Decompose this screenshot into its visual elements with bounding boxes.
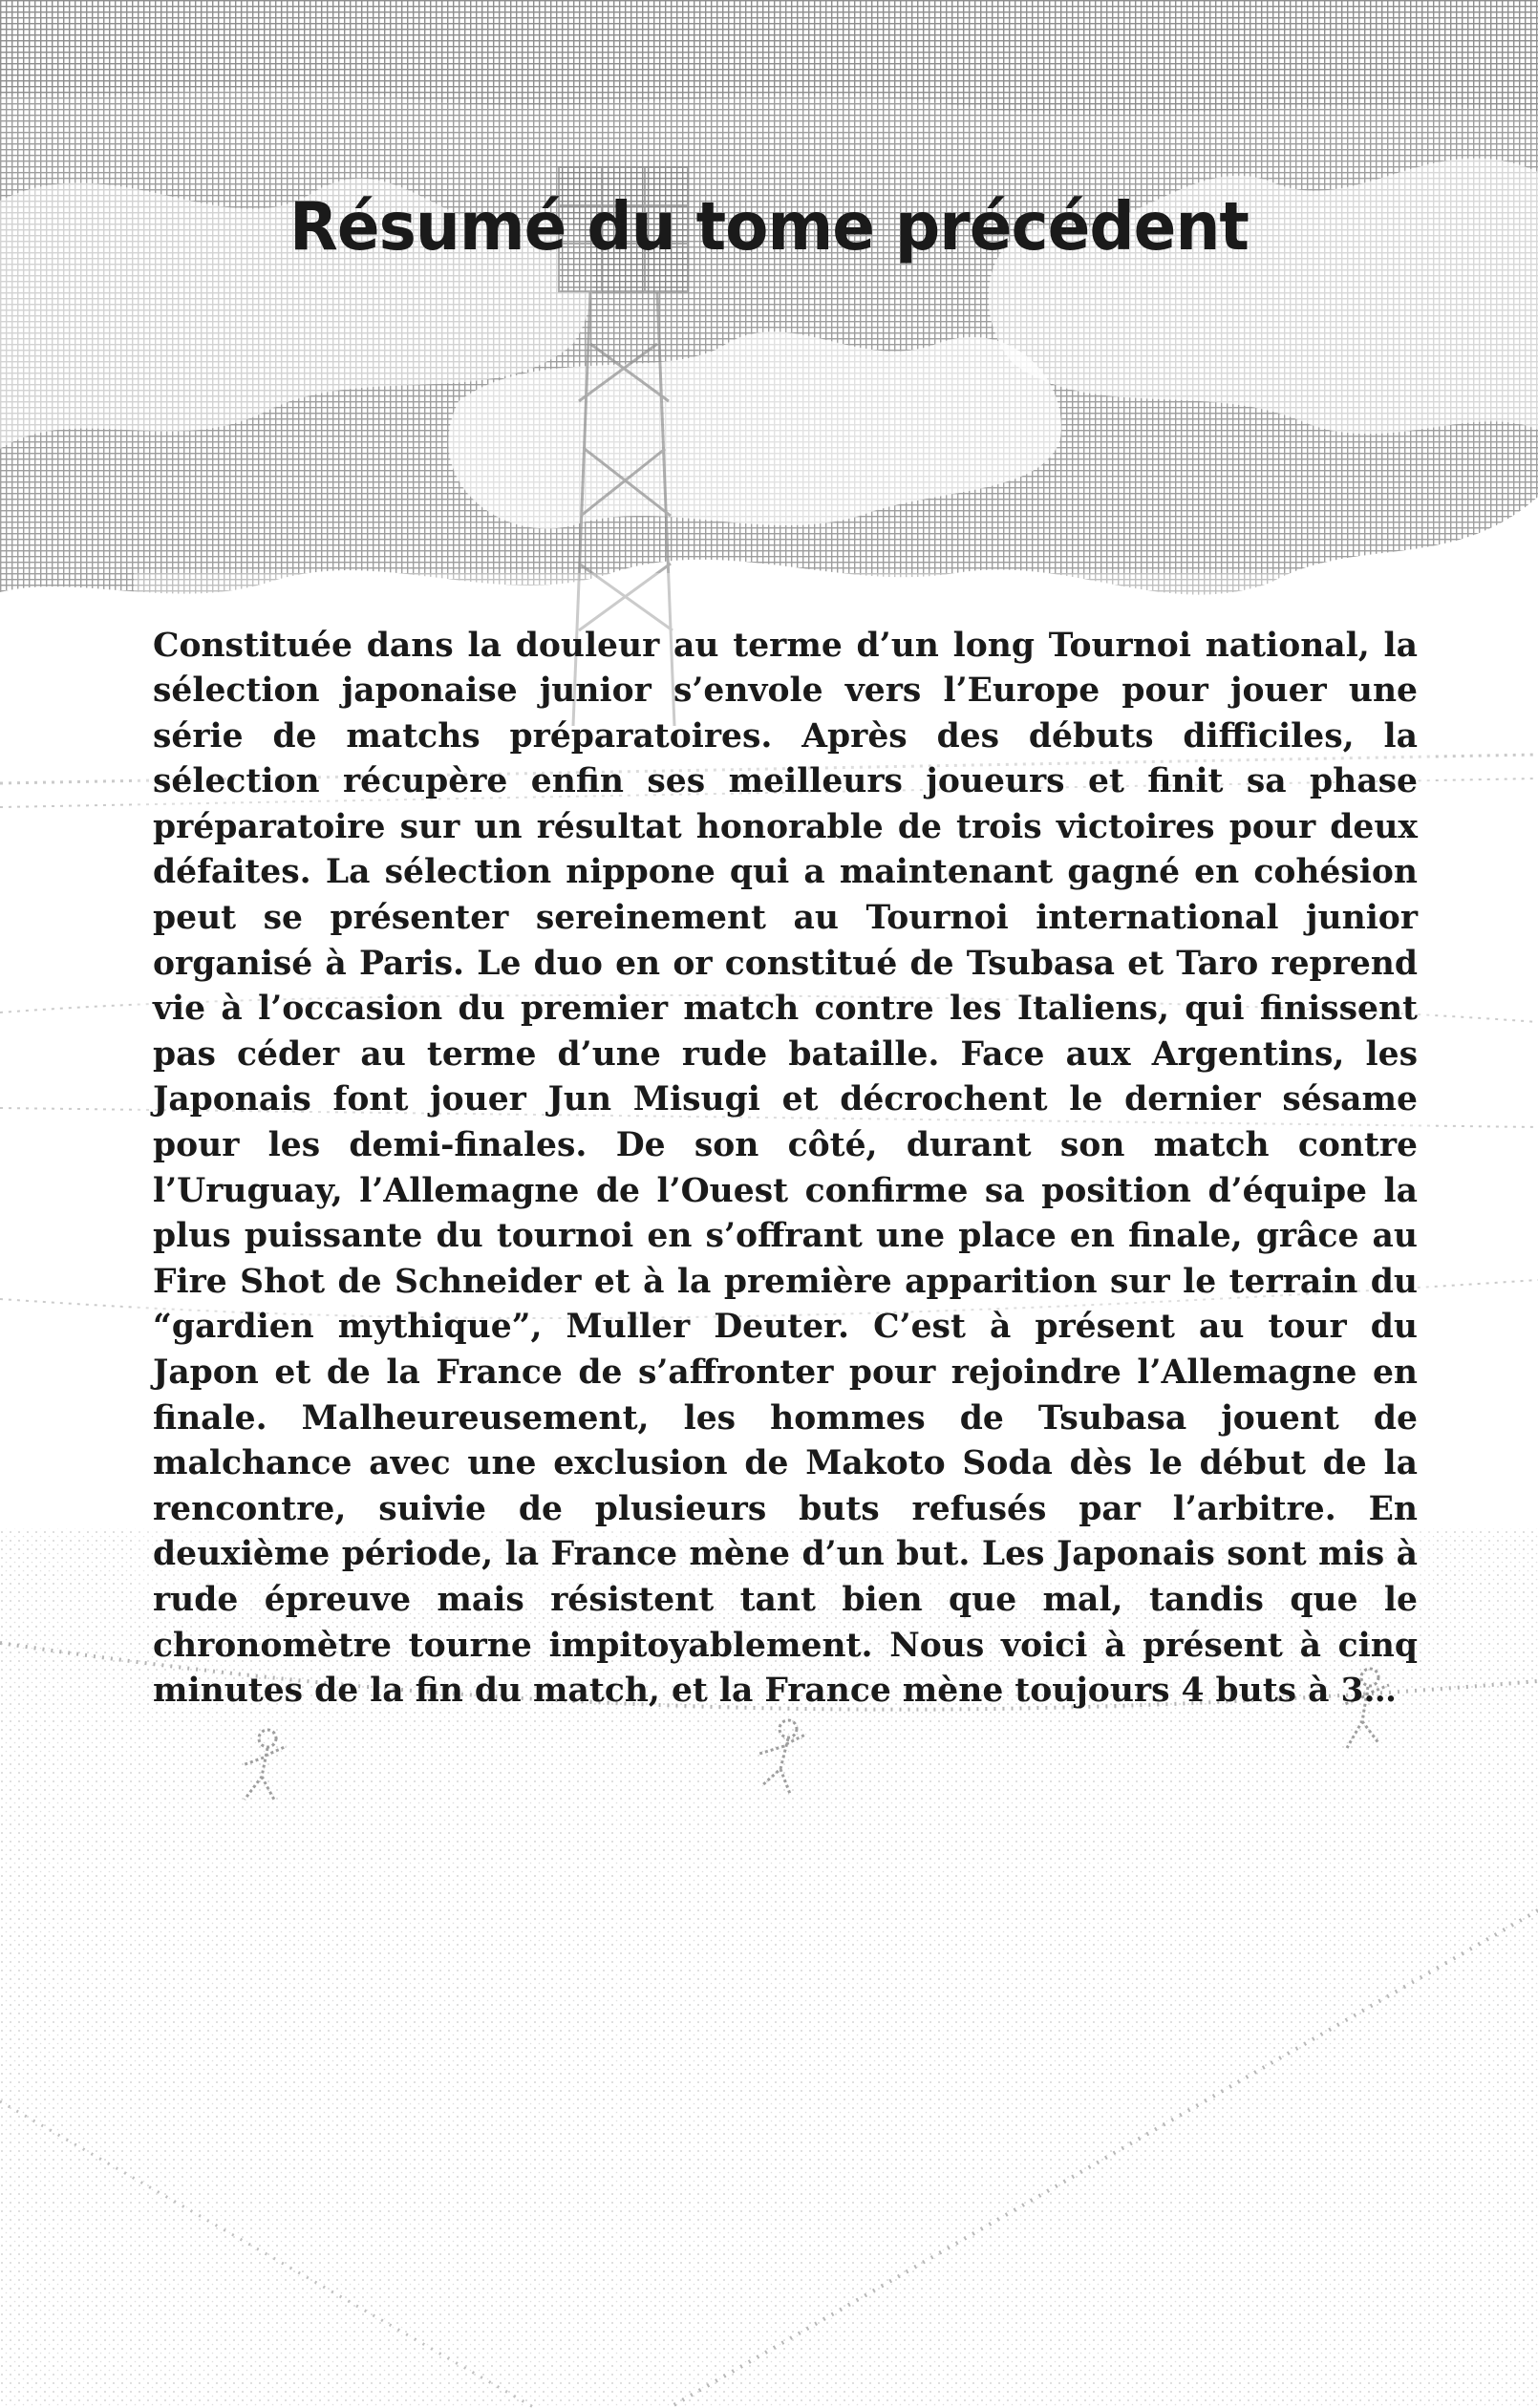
page-title: Résumé du tome précédent [289,188,1249,266]
summary-text: Constituée dans la douleur au terme d’un long Tournoi national, la sélection japonaise junior s’envole vers l’Europe pour jouer une série de matchs préparatoires. Après des débuts difficiles, la sélection récupère enfin ses meilleurs joueurs et finit sa phase préparatoire sur un résultat honorable de trois victoires pour deux défaites. La sélection nippone qui a maintenant gagné en cohésion peut se présenter sereinement au Tournoi international junior organisé à Paris. Le duo en or constitué de Tsubasa et Taro reprend vie à l’occasion du premier match contre les Italiens, qui finissent pas céder au terme d’une rude bataille. Face aux Argentins, les Japonais font jouer Jun Misugi et décrochent le dernier sésame pour les demi-finales. De son côté, durant son match contre l’Uruguay, l’Allemagne de l’Ouest confirme sa position d’équipe la plus puissante du tournoi en s’offrant une place en finale, grâce au Fire Shot de Schneider et à la première apparition sur le terrain du “gardien mythique”, Muller Deuter. C’est à présent au tour du Japon et de la France de s’affronter pour rejoindre l’Allemagne en finale. Malheureusement, les hommes de Tsubasa jouent de malchance avec une exclusion de Makoto Soda dès le début de la rencontre, suivie de plusieurs buts refusés par l’arbitre. En deuxième période, la France mène d’un but. Les Japonais sont mis à rude épreuve mais résistent tant bien que mal, tandis que le chronomètre tourne impitoyablement. Nous voici à présent à cinq minutes de la fin du match, et la France mène toujours 4 buts à 3… [153,626,1418,1711]
